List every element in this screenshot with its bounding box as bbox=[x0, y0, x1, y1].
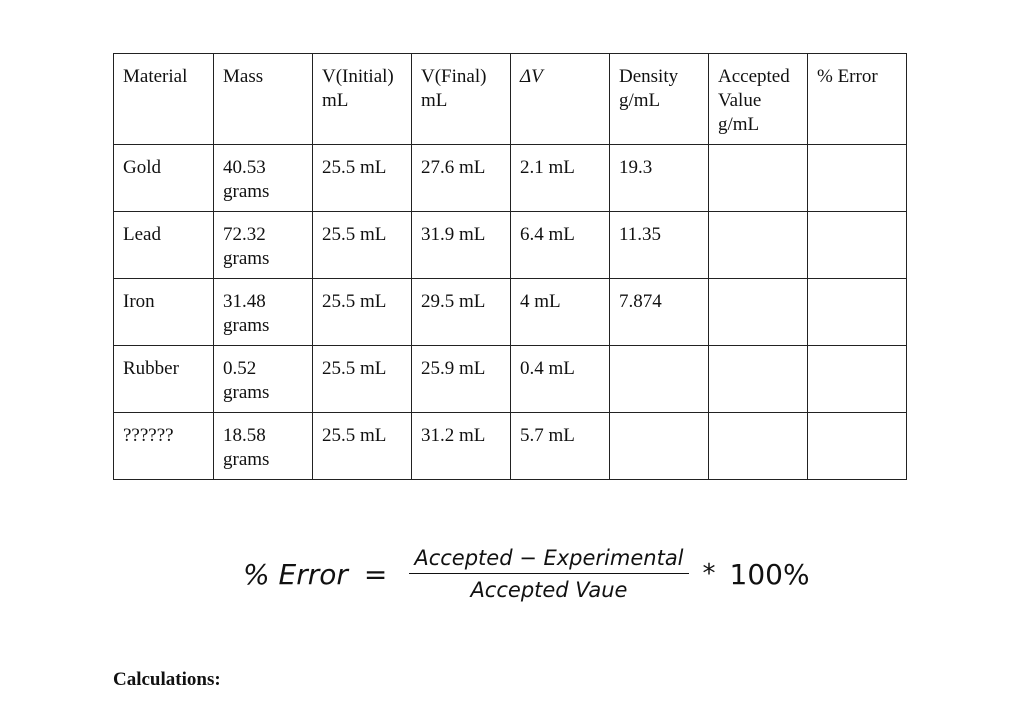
cell-accepted-value bbox=[709, 279, 808, 346]
cell-accepted-value bbox=[709, 346, 808, 413]
cell-material: ?????? bbox=[114, 413, 214, 480]
cell-material: Rubber bbox=[114, 346, 214, 413]
cell-density bbox=[610, 413, 709, 480]
cell-delta-v: 0.4 mL bbox=[511, 346, 610, 413]
header-percent-error: % Error bbox=[808, 54, 907, 145]
data-table bbox=[113, 53, 907, 480]
cell-density: 11.35 bbox=[610, 212, 709, 279]
cell-material: Iron bbox=[114, 279, 214, 346]
cell-mass: 0.52 grams bbox=[214, 346, 313, 413]
cell-delta-v: 4 mL bbox=[511, 279, 610, 346]
header-accepted-value: Accepted Value g/mL bbox=[709, 54, 808, 145]
cell-v-final: 25.9 mL bbox=[412, 346, 511, 413]
formula-operator: * bbox=[702, 559, 716, 589]
cell-material: Lead bbox=[114, 212, 214, 279]
cell-percent-error bbox=[808, 346, 907, 413]
cell-v-initial: 25.5 mL bbox=[313, 212, 412, 279]
cell-percent-error bbox=[808, 145, 907, 212]
header-v-initial: V(Initial) mL bbox=[313, 54, 412, 145]
header-material: Material bbox=[114, 54, 214, 145]
table-row bbox=[114, 346, 907, 413]
cell-density: 7.874 bbox=[610, 279, 709, 346]
formula-denominator: Accepted Vaue bbox=[470, 578, 628, 602]
cell-delta-v: 2.1 mL bbox=[511, 145, 610, 212]
formula-equals: = bbox=[363, 557, 388, 591]
formula-lhs: % Error bbox=[243, 557, 348, 591]
cell-v-final: 31.9 mL bbox=[412, 212, 511, 279]
cell-accepted-value bbox=[709, 145, 808, 212]
header-mass: Mass bbox=[214, 54, 313, 145]
table-row bbox=[114, 212, 907, 279]
cell-v-final: 31.2 mL bbox=[412, 413, 511, 480]
table-body bbox=[114, 145, 907, 480]
cell-mass: 72.32 grams bbox=[214, 212, 313, 279]
cell-material: Gold bbox=[114, 145, 214, 212]
cell-v-initial: 25.5 mL bbox=[313, 346, 412, 413]
cell-mass: 18.58 grams bbox=[214, 413, 313, 480]
table-row bbox=[114, 145, 907, 212]
cell-density bbox=[610, 346, 709, 413]
cell-v-final: 27.6 mL bbox=[412, 145, 511, 212]
formula-fraction bbox=[409, 546, 688, 602]
cell-accepted-value bbox=[709, 212, 808, 279]
cell-mass: 40.53 grams bbox=[214, 145, 313, 212]
cell-delta-v: 6.4 mL bbox=[511, 212, 610, 279]
cell-v-final: 29.5 mL bbox=[412, 279, 511, 346]
cell-density: 19.3 bbox=[610, 145, 709, 212]
table-row bbox=[114, 279, 907, 346]
percent-error-formula bbox=[243, 546, 810, 602]
calculations-heading: Calculations: bbox=[113, 669, 221, 690]
cell-percent-error bbox=[808, 413, 907, 480]
header-delta-v: ΔV bbox=[511, 54, 610, 145]
header-density: Density g/mL bbox=[610, 54, 709, 145]
formula-factor: 100% bbox=[729, 557, 810, 591]
cell-mass: 31.48 grams bbox=[214, 279, 313, 346]
cell-delta-v: 5.7 mL bbox=[511, 413, 610, 480]
cell-v-initial: 25.5 mL bbox=[313, 279, 412, 346]
header-v-final: V(Final) mL bbox=[412, 54, 511, 145]
cell-v-initial: 25.5 mL bbox=[313, 145, 412, 212]
header-row bbox=[114, 54, 907, 145]
cell-percent-error bbox=[808, 212, 907, 279]
cell-accepted-value bbox=[709, 413, 808, 480]
cell-v-initial: 25.5 mL bbox=[313, 413, 412, 480]
cell-percent-error bbox=[808, 279, 907, 346]
table-row bbox=[114, 413, 907, 480]
formula-numerator: Accepted − Experimental bbox=[409, 546, 688, 574]
